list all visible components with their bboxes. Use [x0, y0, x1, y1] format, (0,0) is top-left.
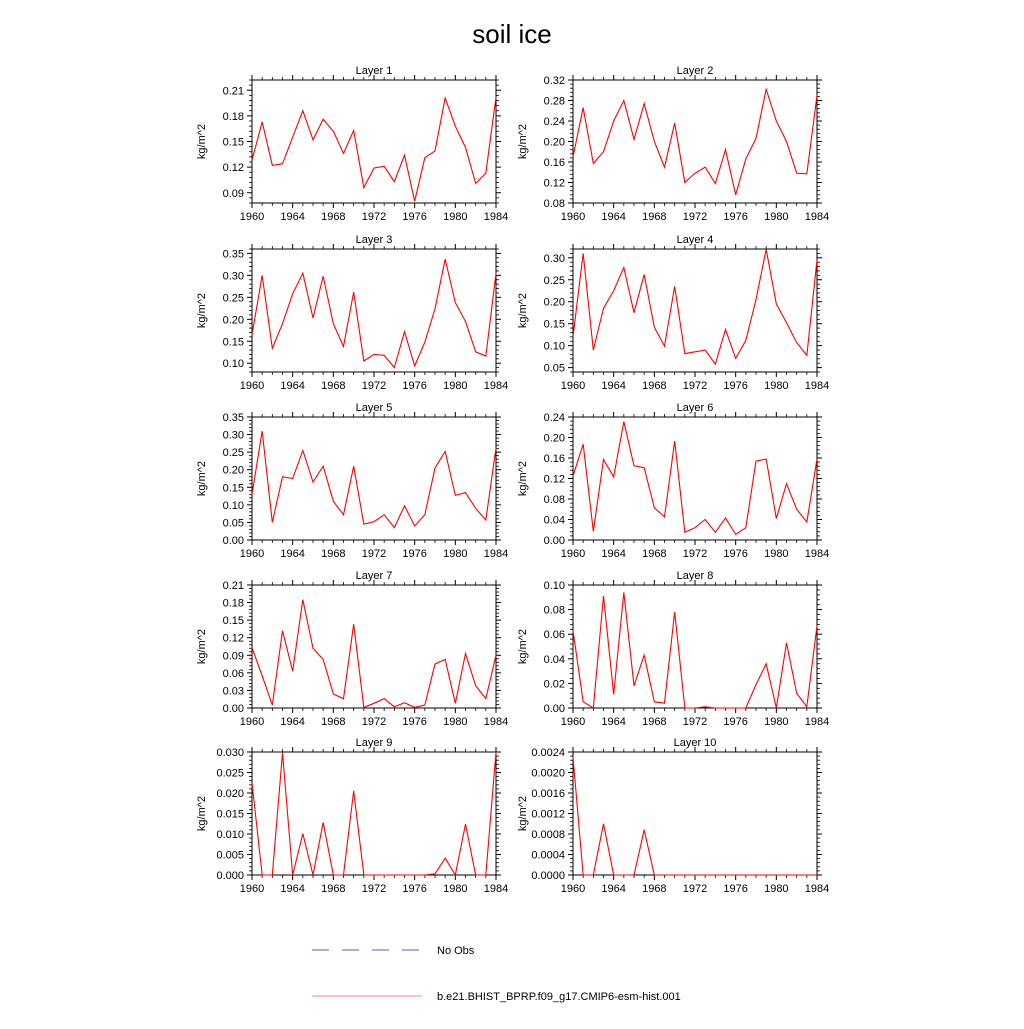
x-tick-label: 1984: [805, 211, 829, 223]
series-line: [573, 249, 817, 364]
x-tick-label: 1960: [561, 883, 585, 895]
y-tick-label: 0.08: [544, 494, 565, 506]
x-tick-label: 1960: [561, 548, 585, 560]
x-tick-label: 1968: [642, 883, 666, 895]
y-tick-label: 0.16: [544, 157, 565, 169]
y-tick-label: 0.05: [223, 517, 244, 529]
y-tick-label: 0.28: [544, 96, 565, 108]
x-tick-label: 1980: [443, 883, 467, 895]
x-tick-label: 1968: [642, 548, 666, 560]
plot-frame: [252, 585, 496, 708]
panel-layer-10: [517, 737, 829, 895]
x-tick-label: 1964: [280, 211, 304, 223]
x-tick-label: 1964: [280, 380, 304, 392]
x-tick-label: 1984: [805, 716, 829, 728]
x-tick-label: 1976: [723, 380, 747, 392]
y-axis-label: kg/m^2: [196, 629, 208, 664]
x-tick-label: 1960: [240, 716, 264, 728]
y-tick-label: 0.25: [223, 447, 244, 459]
y-tick-label: 0.35: [223, 412, 244, 424]
x-tick-label: 1964: [601, 883, 625, 895]
y-axis-label: kg/m^2: [196, 124, 208, 159]
y-tick-label: 0.0024: [531, 747, 565, 759]
y-tick-label: 0.015: [216, 809, 244, 821]
panel-title: Layer 10: [674, 737, 717, 749]
panel-layer-5: [196, 402, 508, 560]
y-tick-label: 0.21: [223, 85, 244, 97]
y-tick-label: 0.15: [223, 137, 244, 149]
x-tick-label: 1984: [484, 716, 508, 728]
x-tick-label: 1968: [642, 380, 666, 392]
x-tick-label: 1964: [601, 380, 625, 392]
x-tick-label: 1980: [443, 380, 467, 392]
x-tick-label: 1972: [362, 716, 386, 728]
y-tick-label: 0.12: [223, 633, 244, 645]
y-tick-label: 0.04: [544, 515, 565, 527]
x-tick-label: 1984: [484, 211, 508, 223]
y-tick-label: 0.16: [544, 453, 565, 465]
x-tick-label: 1980: [443, 716, 467, 728]
y-axis-label: kg/m^2: [196, 461, 208, 496]
y-tick-label: 0.030: [216, 747, 244, 759]
y-tick-label: 0.000: [216, 870, 244, 882]
panel-layer-3: [196, 234, 508, 392]
series-line: [573, 592, 817, 708]
series-line: [573, 757, 817, 875]
panel-layer-4: [517, 234, 829, 392]
y-tick-label: 0.00: [223, 703, 244, 715]
x-tick-label: 1968: [642, 716, 666, 728]
x-tick-label: 1960: [561, 211, 585, 223]
panel-title: Layer 6: [677, 402, 714, 414]
x-tick-label: 1976: [402, 211, 426, 223]
y-tick-label: 0.0004: [531, 850, 565, 862]
x-tick-label: 1960: [240, 548, 264, 560]
plot-frame: [573, 585, 817, 708]
y-tick-label: 0.15: [223, 482, 244, 494]
y-tick-label: 0.20: [544, 433, 565, 445]
y-axis-label: kg/m^2: [196, 796, 208, 831]
y-tick-label: 0.0008: [531, 829, 565, 841]
y-tick-label: 0.010: [216, 829, 244, 841]
y-tick-label: 0.09: [223, 650, 244, 662]
x-tick-label: 1964: [280, 716, 304, 728]
y-axis-label: kg/m^2: [517, 461, 529, 496]
y-tick-label: 0.30: [223, 270, 244, 282]
y-tick-label: 0.08: [544, 605, 565, 617]
x-tick-label: 1976: [723, 716, 747, 728]
x-tick-label: 1980: [764, 883, 788, 895]
y-tick-label: 0.025: [216, 768, 244, 780]
series-line: [252, 259, 496, 368]
y-axis-label: kg/m^2: [196, 293, 208, 328]
x-tick-label: 1984: [805, 548, 829, 560]
panel-title: Layer 9: [356, 737, 393, 749]
legend-model-label: b.e21.BHIST_BPRP.f09_g17.CMIP6-esm-hist.001: [437, 991, 681, 1003]
x-tick-label: 1960: [240, 883, 264, 895]
y-tick-label: 0.15: [223, 615, 244, 627]
y-tick-label: 0.10: [544, 580, 565, 592]
x-tick-label: 1972: [683, 211, 707, 223]
panel-title: Layer 4: [677, 234, 714, 246]
series-line: [573, 422, 817, 535]
x-tick-label: 1972: [362, 883, 386, 895]
x-tick-label: 1960: [561, 380, 585, 392]
x-tick-label: 1984: [484, 548, 508, 560]
series-line: [252, 97, 496, 201]
x-tick-label: 1972: [362, 211, 386, 223]
x-tick-label: 1980: [764, 716, 788, 728]
y-tick-label: 0.25: [223, 292, 244, 304]
panel-title: Layer 3: [356, 234, 393, 246]
figure-title: soil ice: [472, 19, 551, 49]
y-tick-label: 0.00: [544, 703, 565, 715]
y-tick-label: 0.12: [544, 178, 565, 190]
panel-grid: [196, 65, 829, 895]
y-tick-label: 0.03: [223, 685, 244, 697]
x-tick-label: 1968: [321, 548, 345, 560]
y-tick-label: 0.0000: [531, 870, 565, 882]
y-tick-label: 0.05: [544, 363, 565, 375]
y-tick-label: 0.24: [544, 116, 565, 128]
series-line: [252, 600, 496, 708]
y-tick-label: 0.00: [223, 535, 244, 547]
panel-title: Layer 8: [677, 570, 714, 582]
y-tick-label: 0.06: [223, 668, 244, 680]
x-tick-label: 1976: [723, 548, 747, 560]
panel-layer-1: [196, 65, 508, 223]
y-tick-label: 0.15: [544, 319, 565, 331]
x-tick-label: 1960: [240, 380, 264, 392]
y-tick-label: 0.24: [544, 412, 565, 424]
y-tick-label: 0.005: [216, 850, 244, 862]
panel-layer-9: [196, 737, 508, 895]
y-axis-label: kg/m^2: [517, 796, 529, 831]
panel-title: Layer 7: [356, 570, 393, 582]
y-tick-label: 0.0016: [531, 788, 565, 800]
y-tick-label: 0.0020: [531, 768, 565, 780]
y-tick-label: 0.04: [544, 654, 565, 666]
x-tick-label: 1980: [443, 548, 467, 560]
x-tick-label: 1976: [723, 883, 747, 895]
x-tick-label: 1964: [601, 716, 625, 728]
y-tick-label: 0.30: [544, 253, 565, 265]
x-tick-label: 1980: [764, 211, 788, 223]
panel-title: Layer 1: [356, 65, 393, 77]
x-tick-label: 1972: [362, 380, 386, 392]
x-tick-label: 1972: [683, 548, 707, 560]
x-tick-label: 1968: [642, 211, 666, 223]
y-axis-label: kg/m^2: [517, 124, 529, 159]
x-tick-label: 1976: [402, 548, 426, 560]
x-tick-label: 1960: [240, 211, 264, 223]
y-tick-label: 0.0012: [531, 809, 565, 821]
x-tick-label: 1980: [764, 548, 788, 560]
x-tick-label: 1964: [280, 883, 304, 895]
x-tick-label: 1972: [683, 883, 707, 895]
panel-layer-2: [517, 65, 829, 223]
y-tick-label: 0.20: [223, 465, 244, 477]
x-tick-label: 1984: [484, 380, 508, 392]
x-tick-label: 1968: [321, 716, 345, 728]
x-tick-label: 1968: [321, 883, 345, 895]
plot-frame: [573, 417, 817, 540]
y-tick-label: 0.18: [223, 111, 244, 123]
x-tick-label: 1972: [683, 716, 707, 728]
series-line: [252, 752, 496, 875]
x-tick-label: 1968: [321, 380, 345, 392]
y-tick-label: 0.020: [216, 788, 244, 800]
x-tick-label: 1980: [443, 211, 467, 223]
x-tick-label: 1976: [402, 380, 426, 392]
y-tick-label: 0.20: [544, 137, 565, 149]
x-tick-label: 1980: [764, 380, 788, 392]
y-axis-label: kg/m^2: [517, 293, 529, 328]
y-tick-label: 0.00: [544, 535, 565, 547]
y-tick-label: 0.10: [223, 500, 244, 512]
y-tick-label: 0.30: [223, 430, 244, 442]
x-tick-label: 1976: [402, 716, 426, 728]
y-tick-label: 0.09: [223, 188, 244, 200]
y-axis-label: kg/m^2: [517, 629, 529, 664]
legend-no-obs-label: No Obs: [437, 945, 475, 957]
x-tick-label: 1960: [561, 716, 585, 728]
plot-frame: [252, 80, 496, 203]
series-line: [252, 431, 496, 528]
y-tick-label: 0.06: [544, 629, 565, 641]
y-tick-label: 0.08: [544, 198, 565, 210]
x-tick-label: 1984: [805, 883, 829, 895]
x-tick-label: 1984: [805, 380, 829, 392]
y-tick-label: 0.25: [544, 275, 565, 287]
y-tick-label: 0.35: [223, 248, 244, 260]
y-tick-label: 0.02: [544, 678, 565, 690]
legend: [312, 945, 681, 1003]
panel-layer-7: [196, 570, 508, 728]
y-tick-label: 0.10: [223, 358, 244, 370]
y-tick-label: 0.20: [544, 297, 565, 309]
x-tick-label: 1976: [723, 211, 747, 223]
y-tick-label: 0.15: [223, 336, 244, 348]
series-line: [573, 89, 817, 195]
y-tick-label: 0.18: [223, 598, 244, 610]
plot-frame: [573, 80, 817, 203]
panel-layer-8: [517, 570, 829, 728]
panel-title: Layer 5: [356, 402, 393, 414]
y-tick-label: 0.32: [544, 75, 565, 87]
y-tick-label: 0.21: [223, 580, 244, 592]
y-tick-label: 0.20: [223, 314, 244, 326]
y-tick-label: 0.10: [544, 341, 565, 353]
panel-title: Layer 2: [677, 65, 714, 77]
x-tick-label: 1972: [683, 380, 707, 392]
x-tick-label: 1972: [362, 548, 386, 560]
x-tick-label: 1964: [601, 211, 625, 223]
x-tick-label: 1984: [484, 883, 508, 895]
x-tick-label: 1976: [402, 883, 426, 895]
y-tick-label: 0.12: [223, 162, 244, 174]
y-tick-label: 0.12: [544, 474, 565, 486]
panel-layer-6: [517, 402, 829, 560]
x-tick-label: 1964: [601, 548, 625, 560]
x-tick-label: 1968: [321, 211, 345, 223]
x-tick-label: 1964: [280, 548, 304, 560]
